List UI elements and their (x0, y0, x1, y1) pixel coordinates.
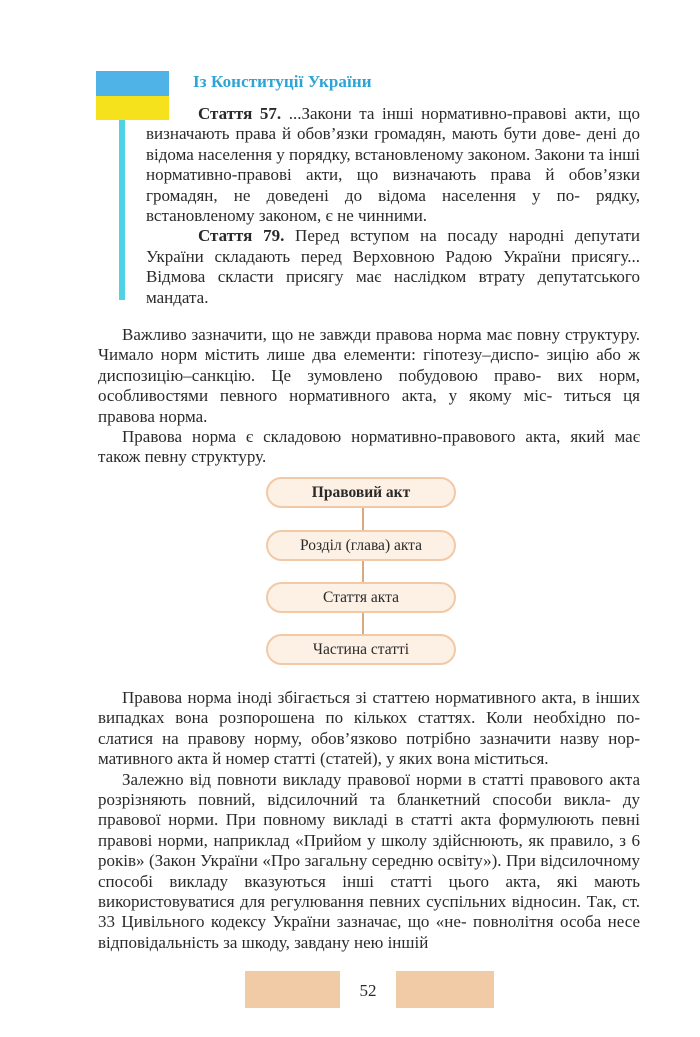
flag-pole-bar (119, 120, 125, 300)
constitution-box-title: Із Конституції України (193, 72, 372, 91)
diagram-connector-line (362, 499, 364, 649)
paragraph-text: титься ця правова норма. (98, 386, 640, 426)
constitution-quote (146, 104, 640, 308)
flag-blue-stripe (96, 71, 169, 96)
diagram-node-legal-act: Правовий акт (266, 477, 456, 508)
footer-bar-right (396, 971, 494, 1008)
legal-act-structure-diagram (266, 477, 460, 671)
article-79-text: мандата. (146, 287, 209, 307)
article-57-text: ...Закони та інші нормативно-правові акти, (281, 104, 611, 123)
paragraph-text: Правова норма є складовою нормативно-правового акта, який (122, 427, 605, 447)
paragraph-text: Важливо зазначити, що не завжди правова норма має повну (122, 325, 561, 344)
paragraph-text: повнолітня особа несе відповідальність за шкоду, завдану нею іншій (98, 912, 640, 952)
paragraph-text: акта розрізняють повний, відсилочний та бланкетний способи викла- (98, 769, 641, 810)
body-text-top (98, 325, 640, 468)
paragraph-text: вих норм, особливостями певного нормативного акта, у якому міс- (98, 365, 640, 406)
paragraph-text: правило, з 6 років» (Закон України «Про загальну середню освіту»). (98, 830, 641, 871)
paragraph-text: зицію або ж диспозицію–санкцію. Це зумовлено побудовою право- (98, 345, 640, 385)
article-57-text: дені до відома населення у порядку, встановленому законом. (146, 124, 641, 164)
article-57-text: рядку, встановленому законом, є не чинними. (146, 185, 640, 226)
diagram-node-article: Стаття акта (266, 582, 456, 613)
article-79-text: України складають перед Верховною Радою України присягу... (146, 246, 640, 266)
page-number: 52 (359, 981, 377, 1000)
article-79-text: Відмова скласти присягу має наслідком втрату депутатського (146, 267, 640, 287)
paragraph-text: має також певну структуру. (98, 427, 641, 467)
article-57 (146, 104, 640, 226)
article-57-text: й обов’язки громадян, не доведені до відома населення у по- (146, 165, 640, 205)
footer-bar-left (245, 971, 340, 1008)
paragraph-text: мативного акта й номер статті (статей), у яких вона міститься. (98, 749, 549, 769)
article-57-text: Закони та інші нормативно-правові акти, що визначають права (146, 144, 640, 185)
diagram-node-section: Розділ (глава) акта (266, 530, 456, 561)
paragraph-text: При відсилочному способі викладу вказуються інші статті цього акта, (98, 851, 641, 891)
paragraph-text: Правова норма іноді збігається зі статтею нормативного акта, в інших (122, 688, 640, 707)
paragraph-text: структуру. Чимало норм містить лише два елементи: гіпотезу–диспо- (98, 325, 640, 365)
article-79-label: Стаття 79. (198, 226, 285, 246)
article-57-label: Стаття 57. (198, 104, 282, 123)
article-79 (146, 226, 640, 308)
diagram-node-article-part: Частина статті (266, 634, 456, 665)
paragraph-text: які мають використовуватися для регулювання певних суспільних (98, 871, 640, 912)
paragraph-text: Залежно від повноти викладу правової норми в статті правового (122, 769, 604, 789)
paragraph (98, 427, 640, 468)
body-text-bottom (98, 688, 640, 953)
paragraph-text: ду правової норми. При повному викладі в статті акта формулюють (98, 790, 640, 830)
article-57-text: що визначають права й обов’язки громадян, мають бути дове- (146, 104, 640, 144)
paragraph (98, 325, 640, 427)
paragraph-text: слатися на правову норму, обов’язково потрібно зазначити назву нор- (98, 728, 640, 748)
paragraph-text: випадках вона розпорошена по кількох статтях. Коли необхідно по- (98, 708, 640, 728)
article-79-text: Перед вступом на посаду народні депутати (284, 226, 640, 246)
paragraph (98, 688, 640, 770)
paragraph-text: певні правові норми, наприклад «Прийом у школу здійснюють, як (98, 810, 641, 850)
paragraph-text: відносин. Так, ст. 33 Цивільного кодексу України зазначає, що «не- (98, 892, 641, 932)
paragraph (98, 770, 640, 954)
